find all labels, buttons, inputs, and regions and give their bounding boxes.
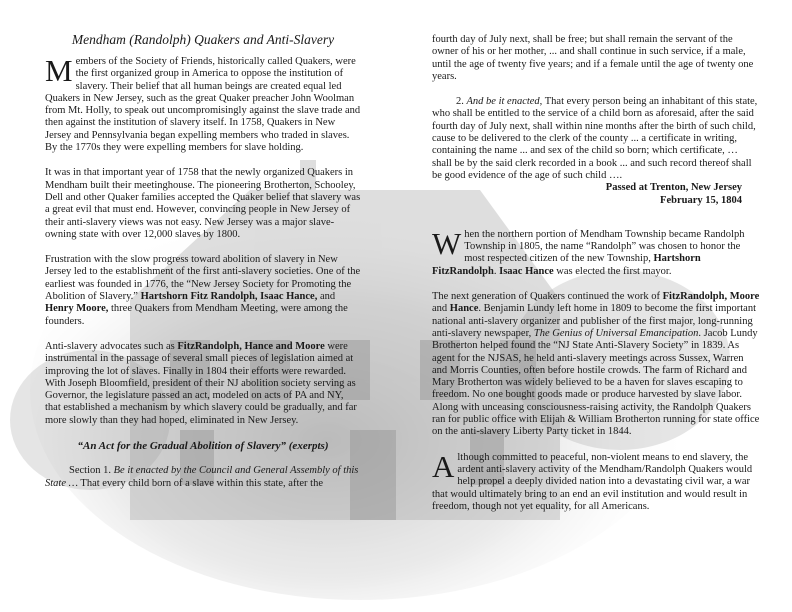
drop-cap: M: [45, 53, 73, 88]
meetinghouse-paragraph: It was in that important year of 1758 that the newly organized Quakers in Mendham built their meetinghouse. The pioneering Brotherton, Schooley, Dell and other Quaker families accepted the Quaker belief that slavery was a great evil that must end. However, convincing people in New Jersey of their anti-slavery views was not easy. New Jersey was a major slave-owning state with over 12,000 slaves by 1800.: [45, 167, 361, 240]
act-title: “An Act for the Gradual Abolition of Slavery” (exerpts): [77, 440, 329, 453]
randolph-paragraph: When the northern portion of Mendham Township became Randolph Township in 1805, the name “Randolph” was chosen to honor the most respected citizen of the new Township, Hartshorn FitzRandolph. Isaac Hance was elected the first mayor.: [432, 225, 745, 277]
societies-paragraph: Frustration with the slow progress toward abolition of slavery in New Jersey led to the establishment of the first anti-slavery societies. One of the earliest was founded in 1776, the “New Jersey Society for Promoting the Abolition of Slavery.” Hartshorn Fitz Randolph, Isaac Hance, and Henry Moore, three Quakers from Mendham Meeting, were among the founders.: [45, 254, 361, 327]
act-section-1-continued: fourth day of July next, shall be free; but shall remain the servant of the owner of his or her mother, ... and shall continue in such service, if a male, until the age of twenty five years; and if a female until the age of twenty one years.: [432, 34, 754, 82]
next-generation-paragraph: The next generation of Quakers continued the work of FitzRandolph, Moore and Hance. Benjamin Lundy left home in 1809 to become the first important national anti-slavery organizer and publisher of the first major, long-running anti-slavery newspaper, The Genius of Universal Emancipation. Jacob Lundy Brotherton helped found the “NJ State Anti-Slavery Society” in 1839. As agent for the NJSAS, he held anti-slavery meetings across Sussex, Warren and Morris Counties, often before hostile crowds. The farm of Richard and Mary Brotherton was widely believed to be a haven for slaves escaping to freedom. No one bought goods made or produce harvested by slave labor. Along with unceasing consciousness-raising activity, the Randolph Quakers ran for public office with Elijah & William Brotherton running for state office on the anti-slavery Liberty Party ticket in 1844.: [432, 291, 760, 438]
intro-paragraph: Members of the Society of Friends, historically called Quakers, were the first organized group in America to oppose the institution of slavery. Their belief that all human beings are created equal led Quakers in New Jersey, such as the great Quaker preacher John Woolman from Mt. Holly, to speak out uncompromisingly against the slave trade and then against the institution of slavery itself. In 1758, Quakers in New Jersey and Pennsylvania began expelling members who traded in slaves. By the 1770s they were expelling members for slave holding.: [45, 53, 361, 154]
passed-note: Passed at Trenton, New Jersey February 15, 1804: [605, 182, 742, 206]
drop-cap: A: [432, 448, 455, 484]
closing-paragraph: Although committed to peaceful, non-violent means to end slavery, the ardent anti-slavery activity of the Mendham/Randolph Quakers would help propel a deeply divided nation into a devastating civil war, a war that would ultimately bring to an end an evil institution and would result in freedom, though not yet equality, for all Americans.: [432, 448, 753, 512]
left-column: [45, 32, 361, 503]
legislation-paragraph: Anti-slavery advocates such as FitzRandolph, Hance and Moore were instrumental in the passage of several small pieces of legislation aimed at improving the lot of slaves. Finally in 1804 their efforts were rewarded. With Joseph Bloomfield, president of their NJ abolition society serving as Governor, the legislature passed an act, modeled on acts of PA and NY, that established a mechanism by which slavery could be gradually, and far more slowly than they had hoped, eliminated in New Jersey.: [45, 340, 357, 426]
page-title: Mendham (Randolph) Quakers and Anti-Slavery: [71, 32, 335, 47]
act-section-2: 2. And be it enacted, That every person being an inhabitant of this state, who shall be entitled to the service of a child born as aforesaid, after the said fourth day of July next, shall within nine months after the birth of such child, cause to be delivered to the clerk of the county ... a certificate in writing, containing the name ... and sex of the child so born; which certificate, … shall be by the said clerk recorded in a book ... and such record thereof shall be good evidence of the age of such child ….: [432, 96, 758, 181]
right-column: [432, 34, 760, 526]
drop-cap: W: [432, 225, 462, 261]
act-section-1: Section 1. Be it enacted by the Council and General Assembly of this State … That every child born of a slave within this state, after the: [45, 465, 359, 489]
